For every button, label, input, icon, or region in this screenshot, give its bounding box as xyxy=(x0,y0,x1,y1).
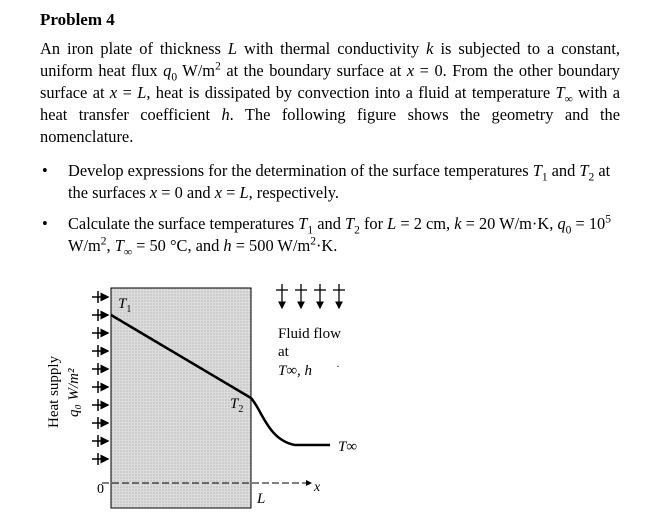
text-run: x xyxy=(109,83,118,102)
text-run: An iron plate of thickness xyxy=(40,39,228,58)
text-run: , respectively. xyxy=(248,183,339,202)
text-run: x xyxy=(406,61,415,80)
x-axis-label: x xyxy=(314,480,321,495)
text-run: = 10 xyxy=(571,214,606,233)
text-run: T xyxy=(114,236,124,255)
text-run: for xyxy=(359,214,388,233)
t2-label: $T_2$ xyxy=(230,396,244,415)
task-item xyxy=(40,160,620,204)
text-run: 1 xyxy=(307,224,314,237)
plate-figure xyxy=(0,270,649,532)
text-run: L xyxy=(137,83,147,102)
fluid-flow-label: Fluid flow xyxy=(278,326,341,342)
text-run: with a heat transfer coefficient xyxy=(40,83,620,124)
origin-label: 0 xyxy=(97,482,104,497)
text-run: ∞ xyxy=(564,93,573,106)
fluid-flow-arrows xyxy=(282,284,339,308)
t-infinity-label: T∞ xyxy=(338,439,358,455)
text-run: ∞ xyxy=(123,246,133,259)
text-run: 0 xyxy=(171,71,178,84)
text-run: , heat is dissipated by convection into a fluid at temperature xyxy=(146,83,556,102)
task-item xyxy=(40,213,620,257)
problem-title: Problem 4 xyxy=(40,10,115,29)
text-run: 1 xyxy=(541,171,548,184)
text-run: and xyxy=(313,214,345,233)
heat-transfer-diagram xyxy=(0,270,649,527)
text-run: Develop expressions for the determination of the surface temperatures xyxy=(68,161,533,180)
text-run: = xyxy=(117,83,138,102)
text-run: x xyxy=(214,183,222,202)
text-run: T xyxy=(555,83,565,102)
text-run: 2 xyxy=(354,224,360,237)
text-run: T xyxy=(532,161,542,180)
heat-supply-label: Heat supply xyxy=(46,355,62,428)
dot-mark: · xyxy=(336,359,340,373)
text-run: and xyxy=(547,161,580,180)
text-run: ·K. xyxy=(315,236,338,255)
text-run: = 2 cm, xyxy=(396,214,455,233)
text-run: 0 xyxy=(565,224,572,237)
fluid-temperature-curve xyxy=(251,398,330,445)
text-run: k xyxy=(454,214,462,233)
text-run: = 20 W/m·K, xyxy=(461,214,558,233)
bullet-icon: • xyxy=(42,161,48,180)
heat-flux-arrows xyxy=(92,297,108,459)
text-run: L xyxy=(239,183,249,202)
fluid-temp-label: T∞, h xyxy=(278,363,313,379)
heat-flux-label: q₀ W/m² xyxy=(66,368,82,417)
text-run: L xyxy=(227,39,238,58)
text-run: 2 xyxy=(100,235,107,248)
text-run: 2 xyxy=(310,235,316,248)
text-run: h xyxy=(221,105,230,124)
text-run: 2 xyxy=(215,60,221,73)
text-run: L xyxy=(387,214,397,233)
text-run: q xyxy=(163,61,172,80)
text-run: = 0 and xyxy=(157,183,215,202)
text-run: h xyxy=(223,236,232,255)
text-run: with thermal conductivity xyxy=(237,39,427,58)
text-run: . The following figure shows the geometry and the nomenclature. xyxy=(40,105,620,146)
text-run: T xyxy=(345,214,355,233)
text-run: x xyxy=(149,183,158,202)
t1-label: $T_1$ xyxy=(118,296,132,315)
text-run: W/m xyxy=(177,61,216,80)
text-run: W/m xyxy=(68,236,101,255)
text-run: T xyxy=(298,214,308,233)
text-run: 2 xyxy=(588,171,595,184)
text-run: q xyxy=(557,214,566,233)
task-list xyxy=(40,160,620,266)
at-label: at xyxy=(278,344,289,360)
text-run: = 0. From the other boundary surface at xyxy=(40,61,620,102)
text-run: k xyxy=(426,39,434,58)
text-run: 5 xyxy=(605,213,611,226)
thickness-label: L xyxy=(257,491,266,507)
text-run: = 50 °C, and xyxy=(132,236,224,255)
text-run: is subjected to a constant, uniform heat flux xyxy=(40,39,621,80)
text-run: , xyxy=(106,236,115,255)
text-run: = 500 W/m xyxy=(231,236,311,255)
text-run: at the boundary surface at xyxy=(220,61,407,80)
text-run: T xyxy=(579,161,589,180)
text-run: = xyxy=(221,183,240,202)
text-run: Calculate the surface temperatures xyxy=(68,214,299,233)
text-run: at the surfaces xyxy=(68,161,611,202)
problem-statement xyxy=(40,38,620,148)
bullet-icon: • xyxy=(42,214,48,233)
